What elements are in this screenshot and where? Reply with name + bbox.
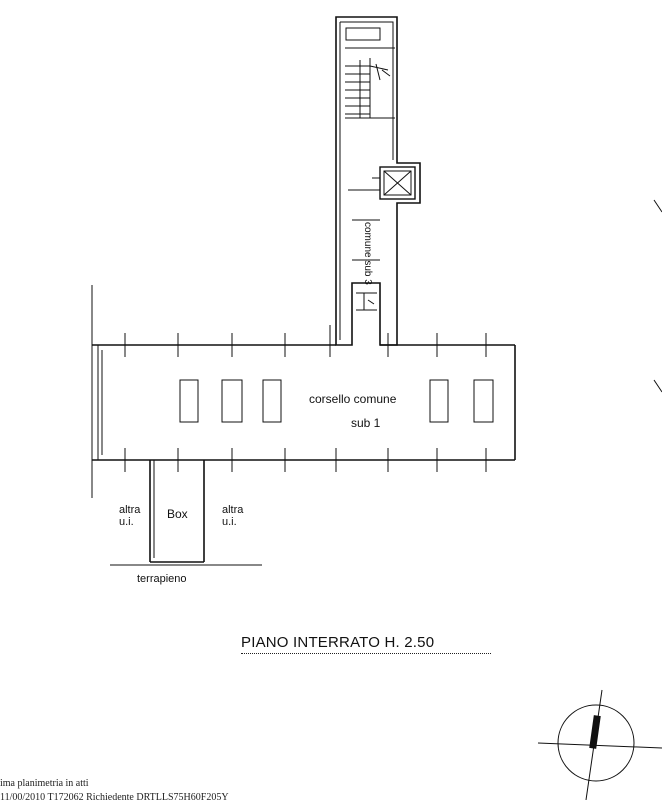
- lift-shaft: [372, 167, 415, 199]
- box-label: Box: [167, 507, 188, 521]
- footer-line-1: ima planimetria in atti: [0, 778, 89, 789]
- stair-label: comune sub 3: [362, 222, 373, 285]
- corridor-walls: [92, 285, 515, 498]
- right-edge-marks: [654, 200, 662, 392]
- right-unit-label-2: u.i.: [222, 516, 237, 528]
- footer-line-2: 11/00/2010 T172062 Richiedente DRTLLS75H60F205Y: [0, 792, 229, 800]
- corridor-sub-label: sub 1: [351, 416, 381, 430]
- terrapieno-label: terrapieno: [137, 573, 187, 585]
- left-unit-label-1: altra: [119, 504, 141, 516]
- right-unit-label-1: altra: [222, 504, 244, 516]
- floor-title: PIANO INTERRATO H. 2.50: [241, 634, 491, 654]
- column-ticks: [125, 325, 486, 472]
- stair-treads: [345, 58, 390, 118]
- corridor-label: corsello comune: [309, 392, 397, 406]
- left-unit-label-2: u.i.: [119, 516, 134, 528]
- stair-core: [336, 17, 420, 345]
- north-arrow: [538, 690, 662, 800]
